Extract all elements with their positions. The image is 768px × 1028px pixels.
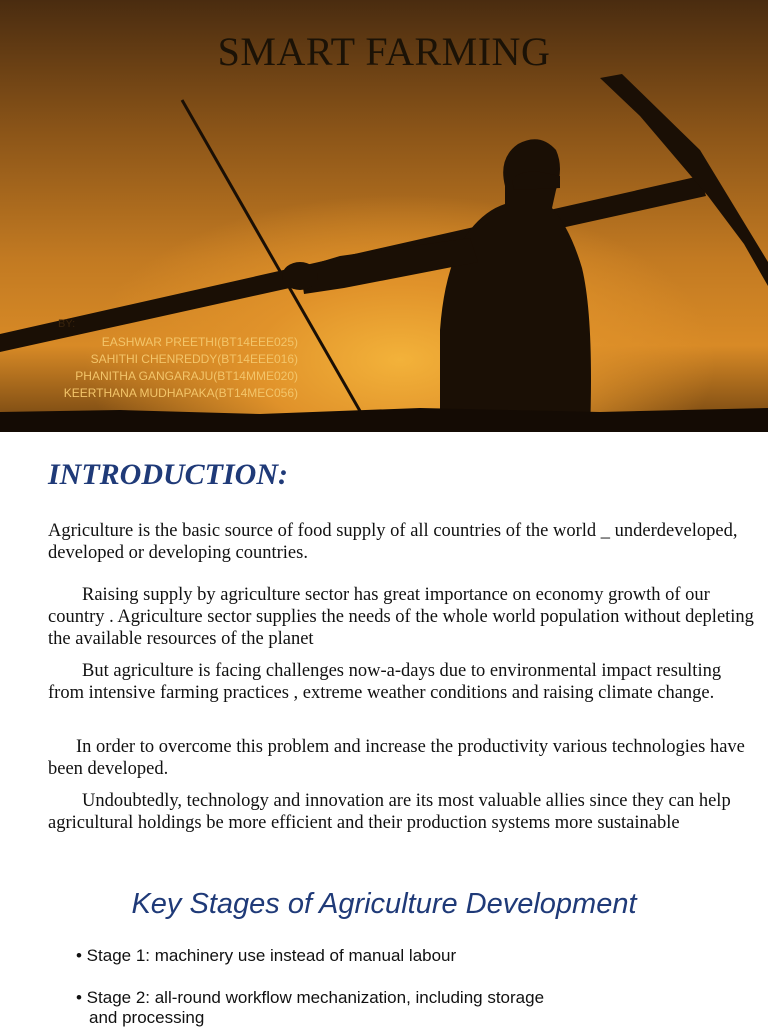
stages-heading: Key Stages of Agriculture Development [131,888,637,920]
stage-text-continued: and processing [89,1008,205,1027]
author-name: KEERTHANA MUDHAPAKA(BT14MEC056) [63,386,298,400]
paragraph-2: Raising supply by agriculture sector has great importance on economy growth of our country . Agriculture sector supplies the needs of the whole world population without depleting the available resources of the planet [48,585,754,649]
paragraph-3: But agriculture is facing challenges now-a-days due to environmental impact resulting from intensive farming practices , extreme weather conditions and raising climate change. [48,661,722,703]
slide-title: SMART FARMING [217,29,551,74]
by-label: BY: [58,318,76,330]
paragraph-4: In order to overcome this problem and increase the productivity various technologies have been developed. [48,737,745,779]
stage-item: • Stage 1: machinery use instead of manual labour [76,946,457,965]
paragraph-1: Agriculture is the basic source of food supply of all countries of the world _ underdeveloped, developed or developing countries. [48,521,738,563]
author-name: EASHWAR PREETHI(BT14EEE025) [101,335,298,349]
stage-text: • Stage 2: all-round workflow mechanization, including storage [76,988,545,1007]
stage-item [76,988,696,1028]
title-slide [0,0,768,432]
introduction-slide [0,432,768,1027]
introduction-heading: INTRODUCTION: [48,458,288,491]
author-name: PHANITHA GANGARAJU(BT14MME020) [75,369,298,383]
author-list [40,334,298,402]
author-name: SAHITHI CHENREDDY(BT14EEE016) [90,352,298,366]
paragraph-5: Undoubtedly, technology and innovation are its most valuable allies since they can help agricultural holdings be more efficient and their production systems more sustainable [48,791,731,833]
